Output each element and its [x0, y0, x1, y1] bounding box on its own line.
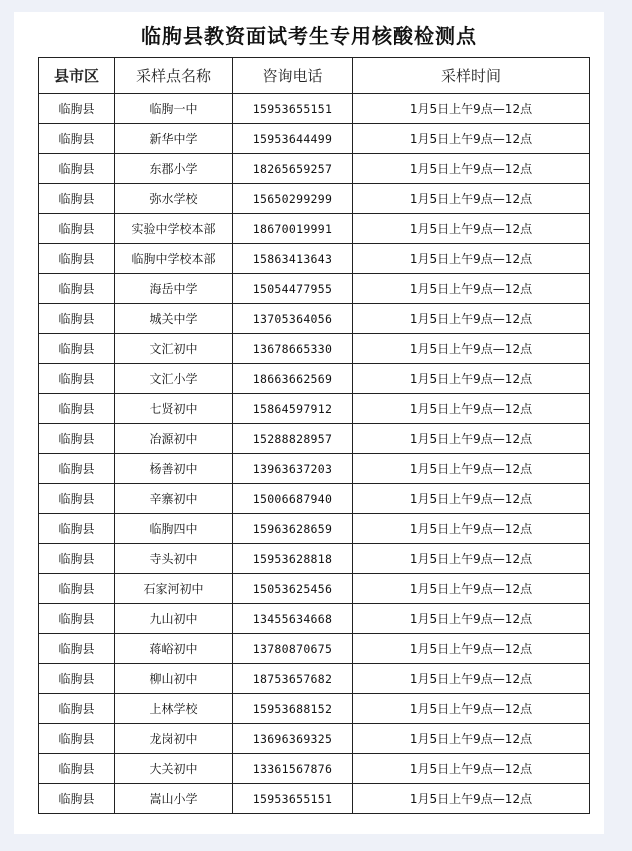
table-row: [39, 604, 590, 634]
table-row: [39, 154, 590, 184]
county-cell: 临朐县: [39, 454, 115, 484]
document-sheet: [14, 12, 604, 834]
county-cell: 临朐县: [39, 574, 115, 604]
sampling-time-cell: 1月5日上午9点—12点: [353, 544, 590, 574]
table-row: [39, 454, 590, 484]
site-name-cell: 新华中学: [115, 124, 233, 154]
county-cell: 临朐县: [39, 484, 115, 514]
sampling-time-cell: 1月5日上午9点—12点: [353, 124, 590, 154]
phone-cell: 13455634668: [233, 604, 353, 634]
table-row: [39, 544, 590, 574]
site-name-cell: 龙岗初中: [115, 724, 233, 754]
sampling-time-cell: 1月5日上午9点—12点: [353, 454, 590, 484]
phone-cell: 15006687940: [233, 484, 353, 514]
testing-sites-table: [38, 57, 590, 814]
site-name-cell: 临朐中学校本部: [115, 244, 233, 274]
table-row: [39, 334, 590, 364]
table-row: [39, 664, 590, 694]
table-row: [39, 514, 590, 544]
county-cell: 临朐县: [39, 94, 115, 124]
sampling-time-cell: 1月5日上午9点—12点: [353, 244, 590, 274]
site-name-cell: 冶源初中: [115, 424, 233, 454]
header-county: 县市区: [39, 58, 115, 94]
phone-cell: 13361567876: [233, 754, 353, 784]
table-row: [39, 754, 590, 784]
site-name-cell: 大关初中: [115, 754, 233, 784]
phone-cell: 13705364056: [233, 304, 353, 334]
site-name-cell: 杨善初中: [115, 454, 233, 484]
phone-cell: 15863413643: [233, 244, 353, 274]
sampling-time-cell: 1月5日上午9点—12点: [353, 154, 590, 184]
header-sampling-time: 采样时间: [353, 58, 590, 94]
sampling-time-cell: 1月5日上午9点—12点: [353, 304, 590, 334]
county-cell: 临朐县: [39, 754, 115, 784]
county-cell: 临朐县: [39, 274, 115, 304]
table-body: [39, 94, 590, 814]
sampling-time-cell: 1月5日上午9点—12点: [353, 634, 590, 664]
phone-cell: 15953688152: [233, 694, 353, 724]
phone-cell: 13696369325: [233, 724, 353, 754]
county-cell: 临朐县: [39, 634, 115, 664]
sampling-time-cell: 1月5日上午9点—12点: [353, 664, 590, 694]
phone-cell: 15953655151: [233, 784, 353, 814]
sampling-time-cell: 1月5日上午9点—12点: [353, 364, 590, 394]
sampling-time-cell: 1月5日上午9点—12点: [353, 514, 590, 544]
site-name-cell: 城关中学: [115, 304, 233, 334]
phone-cell: 15953644499: [233, 124, 353, 154]
table-row: [39, 124, 590, 154]
sampling-time-cell: 1月5日上午9点—12点: [353, 694, 590, 724]
sampling-time-cell: 1月5日上午9点—12点: [353, 724, 590, 754]
county-cell: 临朐县: [39, 364, 115, 394]
table-row: [39, 244, 590, 274]
site-name-cell: 临朐一中: [115, 94, 233, 124]
table-row: [39, 364, 590, 394]
sampling-time-cell: 1月5日上午9点—12点: [353, 424, 590, 454]
site-name-cell: 上林学校: [115, 694, 233, 724]
county-cell: 临朐县: [39, 244, 115, 274]
phone-cell: 15953628818: [233, 544, 353, 574]
phone-cell: 18753657682: [233, 664, 353, 694]
phone-cell: 15650299299: [233, 184, 353, 214]
sampling-time-cell: 1月5日上午9点—12点: [353, 274, 590, 304]
site-name-cell: 实验中学校本部: [115, 214, 233, 244]
site-name-cell: 东郡小学: [115, 154, 233, 184]
phone-cell: 13678665330: [233, 334, 353, 364]
sampling-time-cell: 1月5日上午9点—12点: [353, 394, 590, 424]
sampling-time-cell: 1月5日上午9点—12点: [353, 334, 590, 364]
site-name-cell: 寺头初中: [115, 544, 233, 574]
table-row: [39, 214, 590, 244]
sampling-time-cell: 1月5日上午9点—12点: [353, 214, 590, 244]
county-cell: 临朐县: [39, 784, 115, 814]
table-header-row: [39, 58, 590, 94]
county-cell: 临朐县: [39, 694, 115, 724]
phone-cell: 18663662569: [233, 364, 353, 394]
table-row: [39, 274, 590, 304]
sampling-time-cell: 1月5日上午9点—12点: [353, 784, 590, 814]
phone-cell: 18265659257: [233, 154, 353, 184]
table-row: [39, 724, 590, 754]
county-cell: 临朐县: [39, 214, 115, 244]
site-name-cell: 石家河初中: [115, 574, 233, 604]
table-row: [39, 484, 590, 514]
phone-cell: 13780870675: [233, 634, 353, 664]
phone-cell: 15963628659: [233, 514, 353, 544]
table-row: [39, 574, 590, 604]
site-name-cell: 弥水学校: [115, 184, 233, 214]
county-cell: 临朐县: [39, 544, 115, 574]
table-row: [39, 424, 590, 454]
site-name-cell: 辛寨初中: [115, 484, 233, 514]
site-name-cell: 文汇初中: [115, 334, 233, 364]
sampling-time-cell: 1月5日上午9点—12点: [353, 184, 590, 214]
county-cell: 临朐县: [39, 664, 115, 694]
header-phone: 咨询电话: [233, 58, 353, 94]
county-cell: 临朐县: [39, 724, 115, 754]
site-name-cell: 九山初中: [115, 604, 233, 634]
phone-cell: 15864597912: [233, 394, 353, 424]
county-cell: 临朐县: [39, 334, 115, 364]
table-row: [39, 94, 590, 124]
table-row: [39, 694, 590, 724]
site-name-cell: 七贤初中: [115, 394, 233, 424]
table-row: [39, 184, 590, 214]
site-name-cell: 蒋峪初中: [115, 634, 233, 664]
page-title: 临朐县教资面试考生专用核酸检测点: [141, 24, 477, 48]
phone-cell: 15054477955: [233, 274, 353, 304]
phone-cell: 15953655151: [233, 94, 353, 124]
sampling-time-cell: 1月5日上午9点—12点: [353, 484, 590, 514]
sampling-time-cell: 1月5日上午9点—12点: [353, 604, 590, 634]
county-cell: 临朐县: [39, 394, 115, 424]
sampling-time-cell: 1月5日上午9点—12点: [353, 94, 590, 124]
phone-cell: 18670019991: [233, 214, 353, 244]
sampling-time-cell: 1月5日上午9点—12点: [353, 574, 590, 604]
site-name-cell: 嵩山小学: [115, 784, 233, 814]
site-name-cell: 文汇小学: [115, 364, 233, 394]
county-cell: 临朐县: [39, 304, 115, 334]
county-cell: 临朐县: [39, 154, 115, 184]
county-cell: 临朐县: [39, 184, 115, 214]
site-name-cell: 柳山初中: [115, 664, 233, 694]
table-row: [39, 634, 590, 664]
table-row: [39, 394, 590, 424]
sampling-time-cell: 1月5日上午9点—12点: [353, 754, 590, 784]
site-name-cell: 海岳中学: [115, 274, 233, 304]
table-row: [39, 784, 590, 814]
header-site-name: 采样点名称: [115, 58, 233, 94]
county-cell: 临朐县: [39, 124, 115, 154]
phone-cell: 15053625456: [233, 574, 353, 604]
county-cell: 临朐县: [39, 424, 115, 454]
table-row: [39, 304, 590, 334]
county-cell: 临朐县: [39, 514, 115, 544]
phone-cell: 13963637203: [233, 454, 353, 484]
county-cell: 临朐县: [39, 604, 115, 634]
phone-cell: 15288828957: [233, 424, 353, 454]
site-name-cell: 临朐四中: [115, 514, 233, 544]
